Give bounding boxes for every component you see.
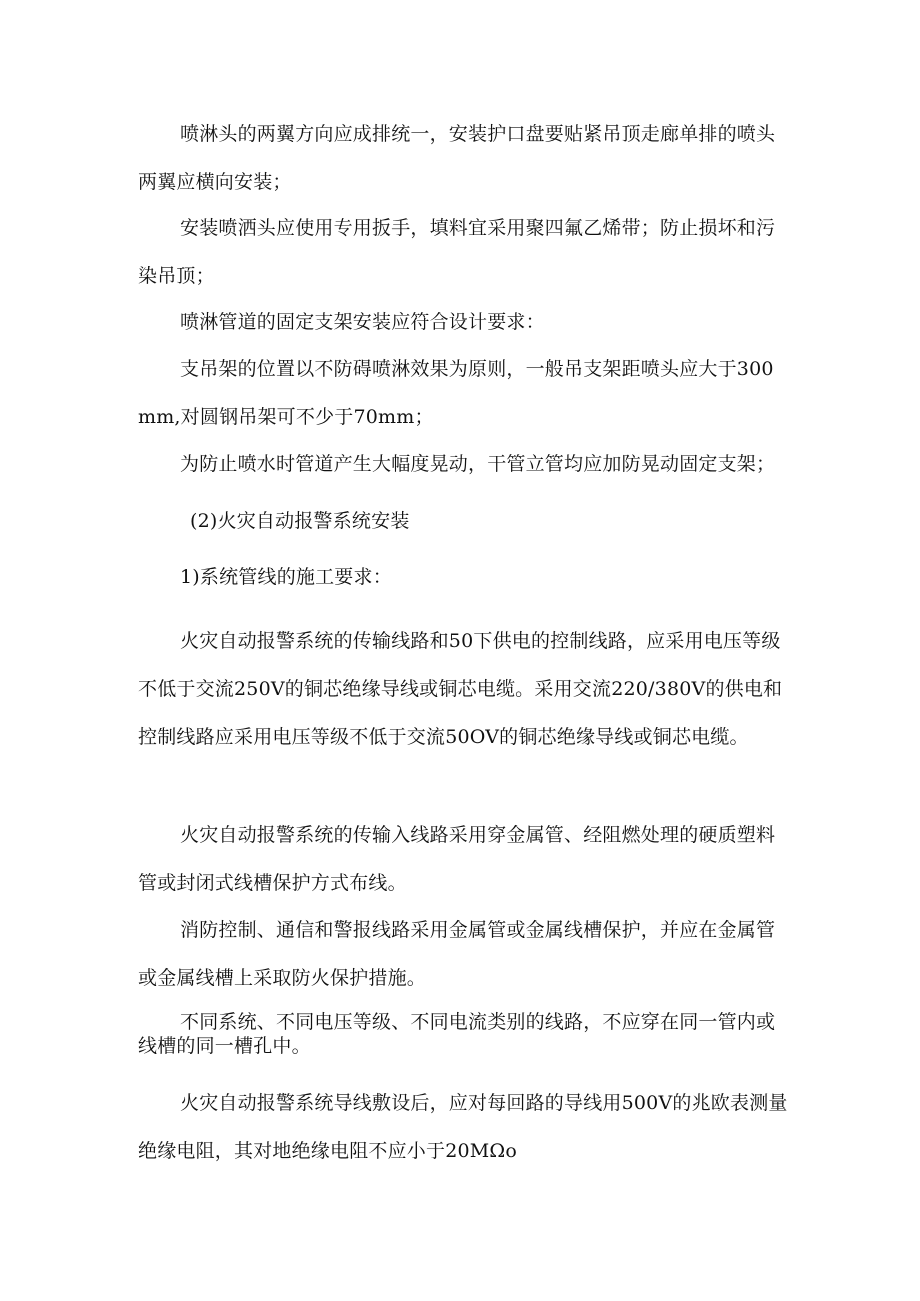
paragraph-sprinkler-install: 安装喷洒头应使用专用扳手，填料宜采用聚四氟乙烯带；防止损坏和污染吊顶；	[138, 217, 776, 287]
subsection-heading-wiring: 1)系统管线的施工要求：	[180, 566, 392, 588]
paragraph-sprinkler-wings: 喷淋头的两翼方向应成排统一，安装护口盘要贴紧吊顶走廊单排的喷头两翼应横向安装；	[138, 123, 776, 193]
paragraph-hanger-position: 支吊架的位置以不防碍喷淋效果为原则，一般吊支架距喷头应大于300mm,对圆钢吊架可不少于70mm；	[138, 358, 774, 428]
paragraph-pipe-support: 喷淋管道的固定支架安装应符合设计要求：	[180, 311, 545, 333]
paragraph-wire-voltage: 火灾自动报警系统的传输线路和50下供电的控制线路，应采用电压等级不低于交流250V的铜芯绝缘导线或铜芯电缆。采用交流220/380V的供电和控制线路应采用电压等级不低于交流50OV的铜芯绝缘导线或铜芯电缆。	[138, 630, 783, 748]
paragraph-insulation-test: 火灾自动报警系统导线敷设后，应对每回路的导线用500V的兆欧表测量绝缘电阻，其对地绝缘电阻不应小于20MΩo	[138, 1092, 788, 1162]
paragraph-conduit-protection: 火灾自动报警系统的传输入线路采用穿金属管、经阻燃处理的硬质塑料管或封闭式线槽保护方式布线。	[138, 824, 776, 894]
section-heading-fire-alarm: (2)火灾自动报警系统安装	[190, 510, 410, 532]
paragraph-metal-conduit: 消防控制、通信和警报线路采用金属管或金属线槽保护，并应在金属管或金属线槽上采取防火保护措施。	[138, 919, 776, 989]
paragraph-anti-sway: 为防止喷水时管道产生大幅度晃动，干管立管均应加防晃动固定支架；	[180, 453, 776, 475]
paragraph-separate-systems: 不同系统、不同电压等级、不同电流类别的线路，不应穿在同一管内或线槽的同一槽孔中。	[138, 1011, 776, 1057]
